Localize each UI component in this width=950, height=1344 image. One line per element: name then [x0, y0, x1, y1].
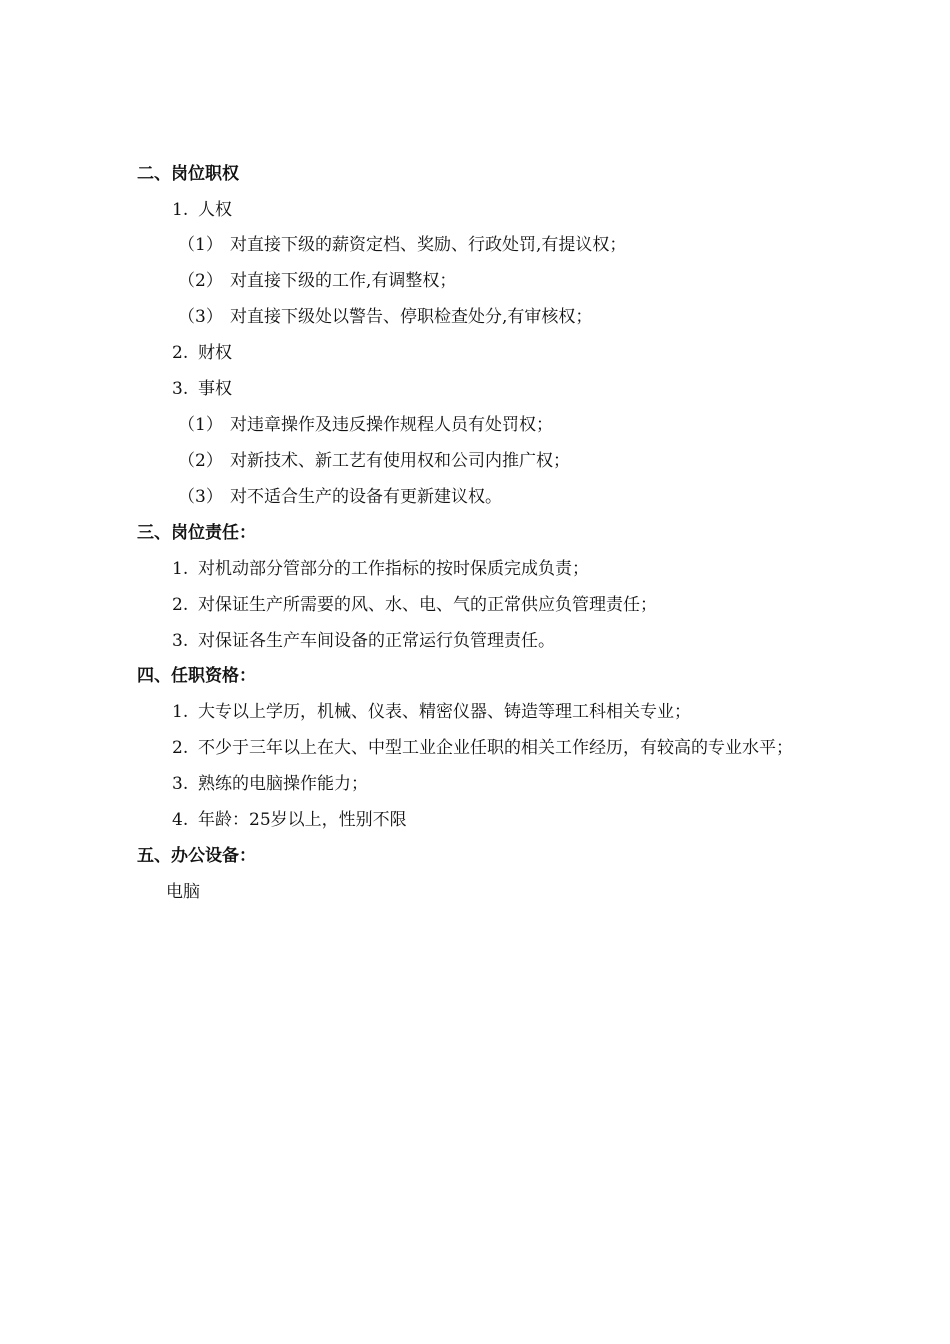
item-number: 2.: [172, 738, 189, 758]
list-item: [178, 413, 553, 437]
list-item: [178, 449, 570, 473]
list-item: [172, 772, 368, 796]
list-item: [178, 485, 502, 509]
item-number: 2.: [172, 595, 189, 615]
item-number: （1）: [178, 235, 223, 255]
list-item: [172, 700, 691, 724]
list-item: [178, 305, 592, 329]
list-item: [172, 736, 793, 760]
item-text: 对新技术、新工艺有使用权和公司内推广权；: [230, 451, 570, 471]
list-item: [172, 593, 657, 617]
item-number: 2.: [172, 343, 189, 363]
section-heading-authority: 二、岗位职权: [137, 164, 239, 184]
list-item: [172, 557, 589, 581]
item-number: 1.: [172, 702, 189, 722]
list-item: [172, 341, 232, 365]
item-text: 人权: [198, 200, 232, 220]
item-number: 3.: [172, 379, 189, 399]
item-text: 对机动部分管部分的工作指标的按时保质完成负责；: [198, 559, 589, 579]
item-number: （2）: [178, 451, 223, 471]
item-number: （3）: [178, 487, 223, 507]
item-text: 不少于三年以上在大、中型工业企业任职的相关工作经历，有较高的专业水平；: [198, 738, 793, 758]
list-item: [178, 233, 626, 257]
item-text: 事权: [198, 379, 232, 399]
item-number: （3）: [178, 307, 223, 327]
item-text: 对直接下级的工作,有调整权；: [230, 271, 457, 291]
section-heading-qualifications: 四、任职资格：: [137, 666, 256, 686]
list-item: [172, 377, 232, 401]
item-text: 对不适合生产的设备有更新建议权。: [230, 487, 502, 507]
item-number: 1.: [172, 559, 189, 579]
list-item: [172, 808, 407, 832]
item-text: 对直接下级的薪资定档、奖励、行政处罚,有提议权；: [230, 235, 627, 255]
item-number: 3.: [172, 774, 189, 794]
section-heading-equipment: 五、办公设备：: [137, 846, 256, 866]
equipment-text: 电脑: [166, 882, 200, 902]
item-number: 4.: [172, 810, 189, 830]
item-text: 对保证各生产车间设备的正常运行负管理责任。: [198, 631, 555, 651]
item-number: 1.: [172, 200, 189, 220]
item-text: 大专以上学历，机械、仪表、精密仪器、铸造等理工科相关专业；: [198, 702, 691, 722]
item-text: 对保证生产所需要的风、水、电、气的正常供应负管理责任；: [198, 595, 657, 615]
section-heading-responsibility: 三、岗位责任：: [137, 523, 256, 543]
item-text: 年龄：25岁以上，性别不限: [198, 810, 407, 830]
item-text: 熟练的电脑操作能力；: [198, 774, 368, 794]
item-text: 财权: [198, 343, 232, 363]
item-number: （1）: [178, 415, 223, 435]
item-text: 对直接下级处以警告、停职检查处分,有审核权；: [230, 307, 593, 327]
item-text: 对违章操作及违反操作规程人员有处罚权；: [230, 415, 553, 435]
list-item: [172, 629, 555, 653]
item-number: （2）: [178, 271, 223, 291]
item-number: 3.: [172, 631, 189, 651]
list-item: [172, 198, 232, 222]
list-item: [178, 269, 456, 293]
